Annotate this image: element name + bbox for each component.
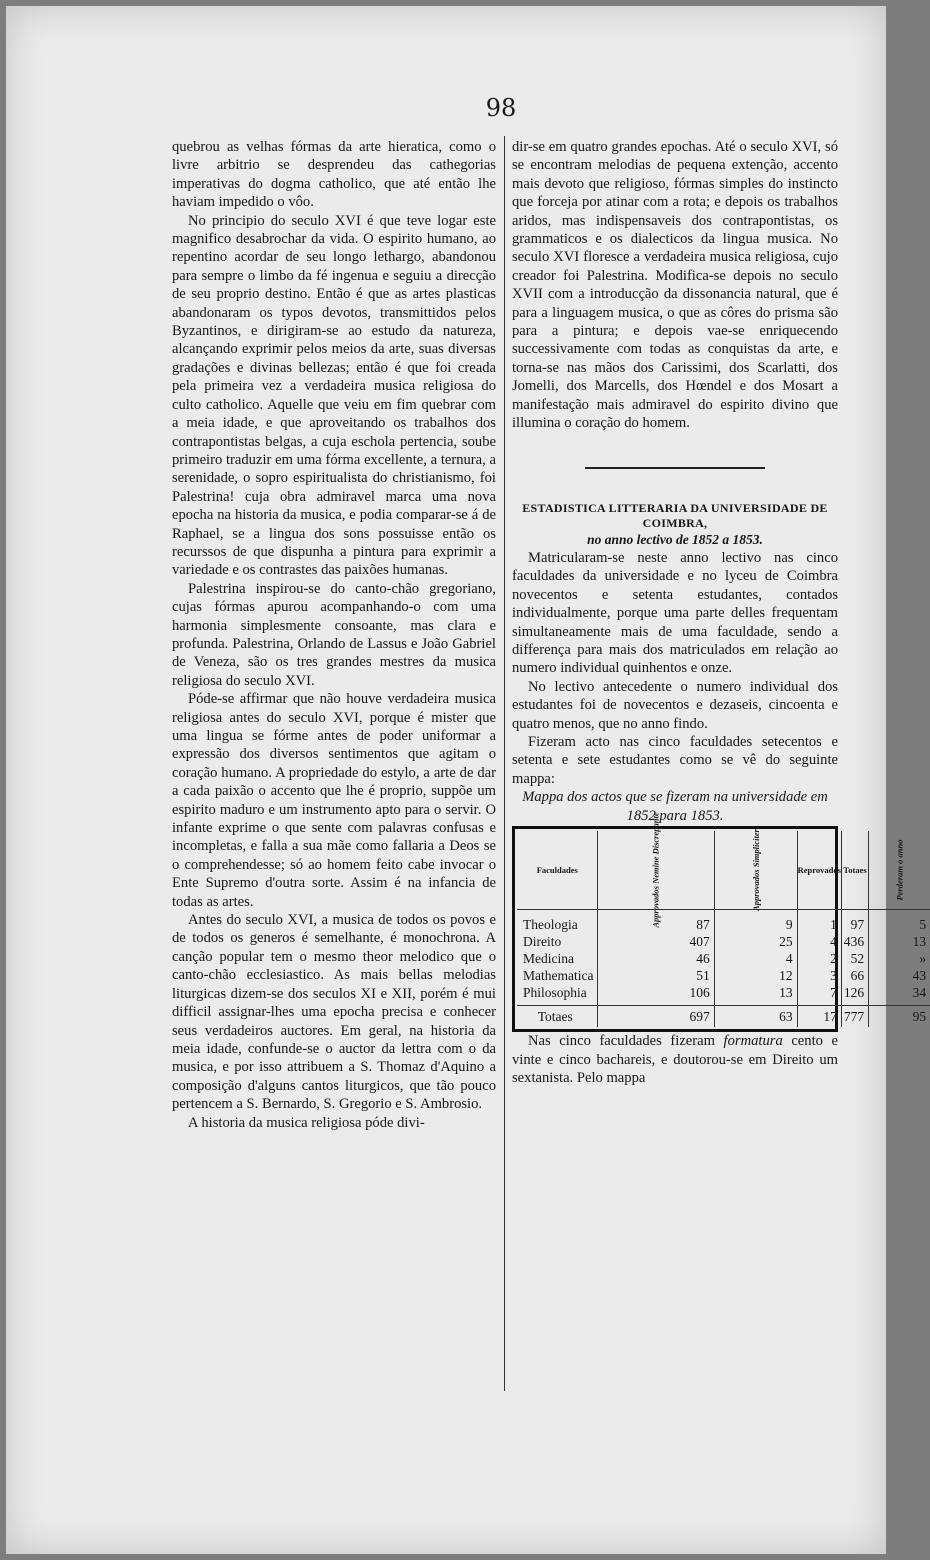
section-title: ESTADISTICA LITTERARIA DA UNIVERSIDADE DE COIMBRA, <box>522 500 828 530</box>
column-header: Reprovados <box>797 831 841 910</box>
table-row: Direito 407 25 4 436 13 <box>517 933 930 950</box>
paragraph: Matricularam-se neste anno lectivo nas cinco faculdades da universidade e no lyceu de Coimbra novecentos e setenta estudantes, contados individualmente, porque uma parte delles frequentam simultaneamente mais de uma faculdade, sendo a differença para mais dos matriculados em relação ao numero individual quinhentos e onze. <box>512 549 838 677</box>
page-number: 98 <box>485 94 517 122</box>
paragraph: dir-se em quatro grandes epochas. Até o seculo XVI, só se encontram melodias de pequena extenção, accento mais devoto que religioso, fórmas simples do instincto que forceja por atinar com a rota; e depois os trabalhos aridos, mas indispensaveis dos contrapontistas, os grammaticos e os dialecticos da lingua musica. No seculo XVI floresce a verdadeira musica religiosa, cujo creador foi Palestrina. Modifica-se depois no seculo XVII com a introducção da dissonancia natural, que é para a linguagem musica, o que as côres do prisma são para a pintura; e depois vae-se enriquecendo successivamente com todas as conquistas da arte, e torna-se nas mãos dos Carissimi, dos Scarlatti, dos Jomelli, dos Marcells, dos Hœndel e dos Mosart a manifestação mais admiravel do espirito divino que illumina o coração do homem. <box>512 139 838 432</box>
table-row: Philosophia 106 13 7 126 34 <box>517 984 930 1006</box>
paragraph: Nas cinco faculdades fizeram formatura cento e vinte e cinco bachareis, e doutorou-se em Direito um sextanista. Pelo mappa <box>512 1033 838 1086</box>
paragraph: No principio do seculo XVI é que teve logar este magnifico desabrochar da vida. O espirito humano, ao repentino acordar de seu longo lethargo, abandonou para sempre o limbo da fé ingenua e seguiu a direcção de seu proprio destino. Então é que as artes plasticas abandonaram os typos devotos, transmittidos pelos Byzantinos, e dirigiram-se ao estudo da natureza, alcançando exprimir pelos meios da arte, suas diversas gradações e divinas bellezas; então é que foi creada pela primeira vez a verdadeira musica religiosa do culto catholico. Aquelle que veiu em fim quebrar com a meia idade, e que aproveitando os trabalhos dos contrapontistas belgas, a cuja eschola pertencia, soube primeiro traduzir em uma fórma excellente, a ternura, a serenidade, o sopro espiritualista do christianismo, foi Palestrina! cuja obra admiravel marca uma nova epocha na historia da musica, e podia comparar-se á de Raphael, se a lingua dos sons possuisse então os recurssos de que dispunha a pintura para exprimir a variedade e os contrastes das paixões humanas. <box>172 212 496 579</box>
paragraph: quebrou as velhas fórmas da arte hieratica, como o livre arbitrio se desprendeu das cathegorias imperativas do dogma catholico, que até então lhe haviam impedido o vôo. <box>172 139 496 211</box>
column-header: Totaes <box>841 831 868 910</box>
section-separator <box>585 467 765 469</box>
paper-page <box>6 6 927 1554</box>
paragraph: Palestrina inspirou-se do canto-chão gregoriano, cujas fórmas apurou acompanhando-o com uma harmonia simplesmente consoante, mas clara e profunda. Palestrina, Orlando de Lassus e João Gabriel de Veneza, são os tres grandes mestres da musica religiosa do seculo XVI. <box>172 580 496 689</box>
column-divider <box>504 136 505 1391</box>
paragraph: No lectivo antecedente o numero individual dos estudantes foi de novecentos e dezaseis, cincoenta e quatro menos, que no anno findo. <box>512 678 838 732</box>
column-header: Perderam o anno <box>869 831 930 910</box>
section-subtitle: no anno lectivo de 1852 a 1853. <box>587 531 763 547</box>
column-header: Approvados Simpliciter <box>714 831 797 910</box>
right-column <box>512 138 927 1087</box>
table-row: Medicina 46 4 2 52 » <box>517 950 930 967</box>
table-row: Mathematica 51 12 3 66 43 <box>517 967 930 984</box>
paragraph: Antes do seculo XVI, a musica de todos os povos e de todos os generos é semelhante, é monochrona. A canção popular tem o mesmo theor melodico que o canto-chão ecclesiastico. As mais bellas melodias liturgicas dizem-se dos seculos XI e XII, porém é mui difficil assignar-lhes uma epocha precisa e conhecer seus verdadeiros auctores. Em geral, na historia da meia idade, confunde-se o auctor da lettra com o da musica, e por isso attribuem a S. Thomaz d'Aquino a composição d'alguns cantos liturgicos, que tão pouco pertencem a S. Bernardo, S. Gregorio e S. Ambrosio. <box>172 912 496 1113</box>
paragraph: Póde-se affirmar que não houve verdadeira musica religiosa antes do seculo XVI, porque é mister que uma lingua se fórme antes de poder uniformar a expressão dos diversos sentimentos que agitam o coração humano. A propriedade do estylo, a arte de dar a cada paixão o accento que lhe é proprio, suppõe um espirito maduro e um instrumento apto para o servir. O infante exprime o que sente com palavras confusas e incompletas, e falla a sua mãe como fallaria a Deos se o comprehendesse; só ao homem feito cabe invocar o Ente Supremo d'outra sorte. Assim é na infancia de todas as artes. <box>172 691 496 910</box>
column-header: Faculdades <box>517 831 598 910</box>
table-row: Theologia 87 9 1 97 5 <box>517 910 930 934</box>
paragraph: A historia da musica religiosa póde divi- <box>188 1114 425 1131</box>
paragraph: Fizeram acto nas cinco faculdades setecentos e setenta e sete estudantes como se vê do seguinte mappa: <box>512 733 838 787</box>
statistics-table <box>512 812 927 1032</box>
table-total-row: Totaes 697 63 17 777 95 <box>517 1006 930 1028</box>
table-caption: Mappa dos actos que se fizeram na universidade em 1852 para 1853. <box>522 789 828 825</box>
left-column <box>172 138 496 1132</box>
column-header: Approvados Nemine Discrepante <box>598 831 714 910</box>
table-header-row <box>517 831 930 910</box>
